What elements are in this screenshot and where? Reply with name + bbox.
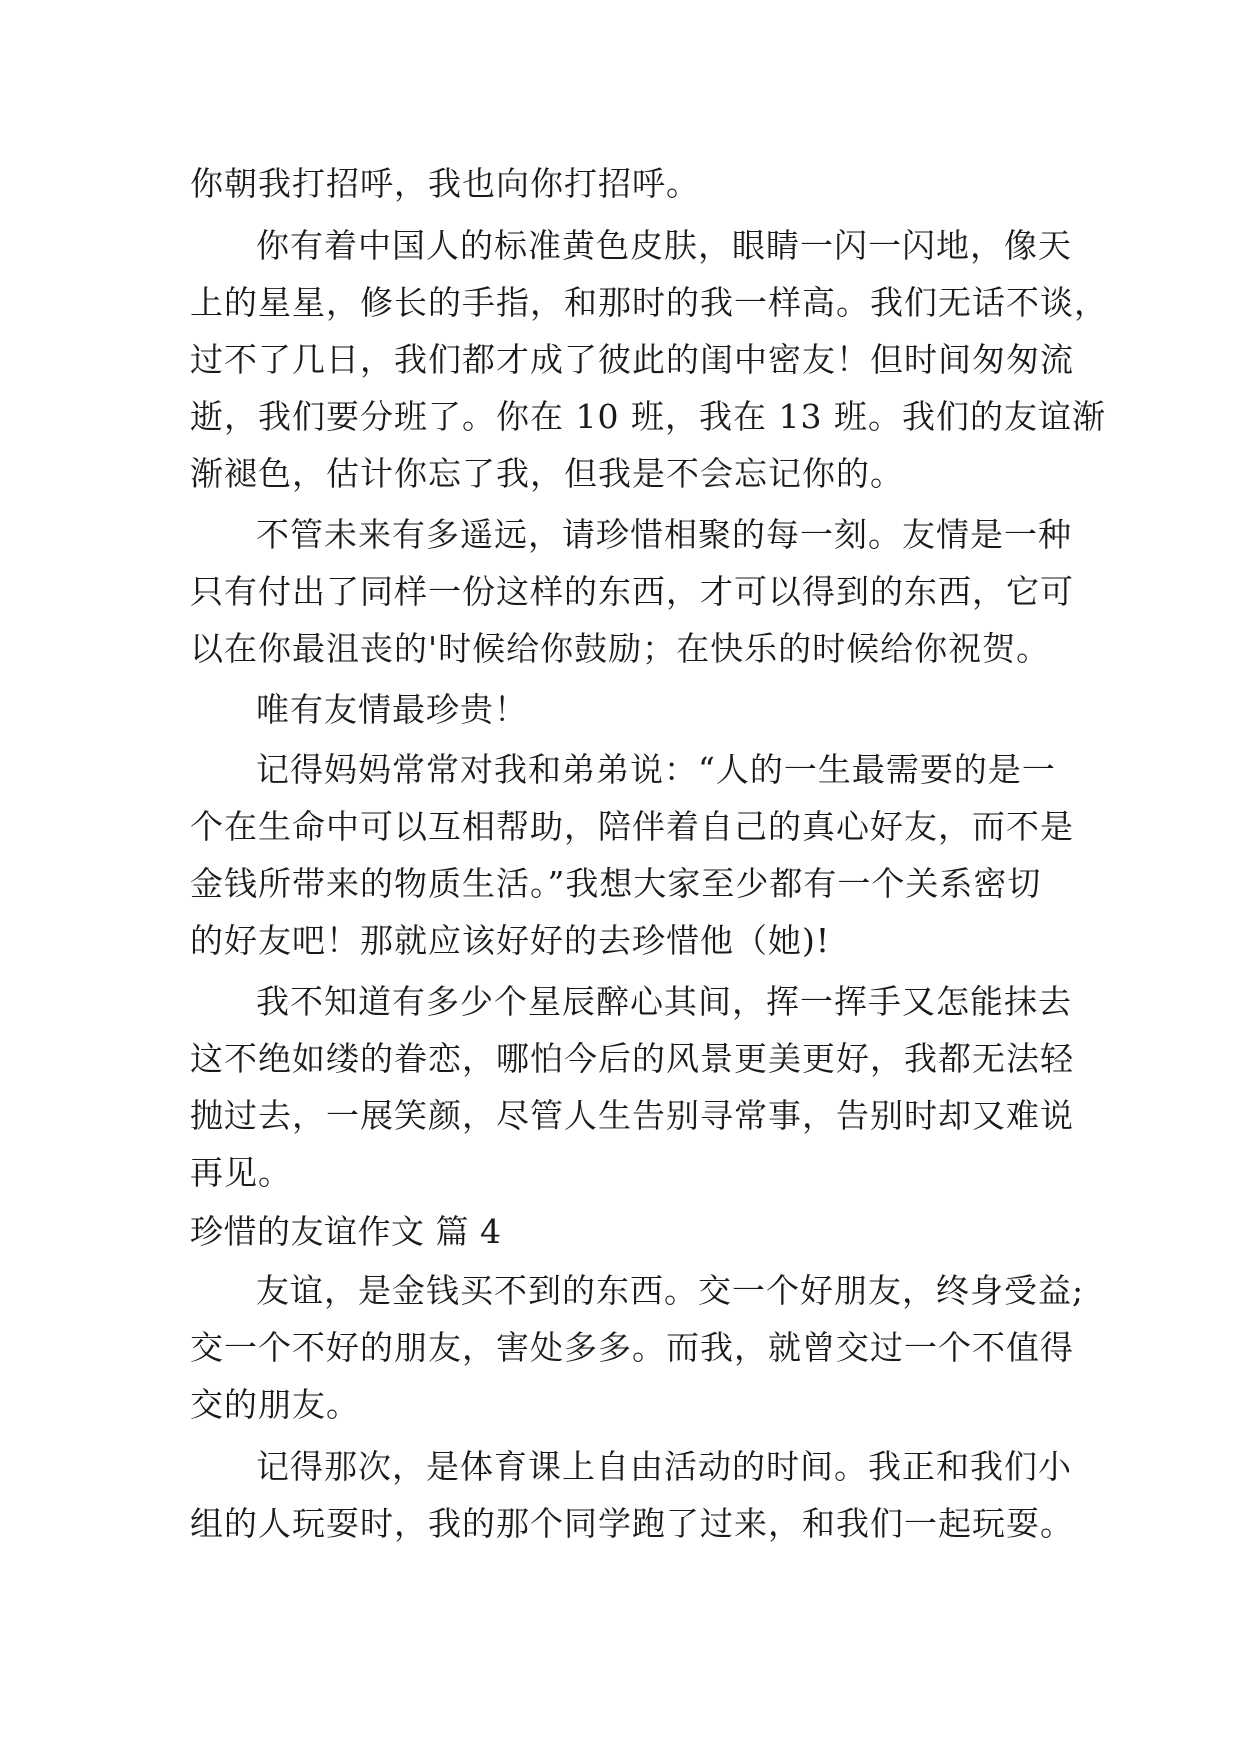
- paragraph-first-line: 记得那次，是体育课上自由活动的时间。我正和我们小: [256, 1447, 1072, 1486]
- text-line: 上的星星，修长的手指，和那时的我一样高。我们无话不谈，: [190, 283, 1108, 322]
- section-heading: 珍惜的友谊作文 篇 4: [190, 1212, 502, 1251]
- paragraph-first-line: 唯有友情最珍贵！: [256, 690, 528, 729]
- text-line: 金钱所带来的物质生活。”我想大家至少都有一个关系密切: [190, 864, 1042, 903]
- text-line: 逝，我们要分班了。你在 10 班，我在 13 班。我们的友谊渐: [190, 397, 1106, 436]
- text-line: 过不了几日，我们都才成了彼此的闺中密友！但时间匆匆流: [190, 340, 1074, 379]
- text-line: 组的人玩耍时，我的那个同学跑了过来，和我们一起玩耍。: [190, 1504, 1074, 1543]
- paragraph-first-line: 你有着中国人的标准黄色皮肤，眼睛一闪一闪地，像天: [256, 226, 1072, 265]
- text-line: 交的朋友。: [190, 1385, 360, 1424]
- text-line: 抛过去，一展笑颜，尽管人生告别寻常事，告别时却又难说: [190, 1096, 1074, 1135]
- paragraph-first-line: 友谊，是金钱买不到的东西。交一个好朋友，终身受益;: [256, 1271, 1085, 1310]
- text-line: 交一个不好的朋友，害处多多。而我，就曾交过一个不值得: [190, 1328, 1074, 1367]
- text-line: 只有付出了同样一份这样的东西，才可以得到的东西，它可: [190, 572, 1074, 611]
- text-line: 个在生命中可以互相帮助，陪伴着自己的真心好友，而不是: [190, 807, 1074, 846]
- text-line: 渐褪色，估计你忘了我，但我是不会忘记你的。: [190, 454, 904, 493]
- text-line: 的好友吧！那就应该好好的去珍惜他（她)!: [190, 921, 831, 960]
- text-line: 你朝我打招呼，我也向你打招呼。: [190, 164, 700, 203]
- text-line: 这不绝如缕的眷恋，哪怕今后的风景更美更好，我都无法轻: [190, 1039, 1074, 1078]
- paragraph-first-line: 记得妈妈常常对我和弟弟说：“人的一生最需要的是一: [256, 750, 1056, 789]
- paragraph-first-line: 不管未来有多遥远，请珍惜相聚的每一刻。友情是一种: [256, 515, 1072, 554]
- paragraph-first-line: 我不知道有多少个星辰醉心其间，挥一挥手又怎能抹去: [256, 982, 1072, 1021]
- text-line: 以在你最沮丧的'时候给你鼓励；在快乐的时候给你祝贺。: [190, 629, 1051, 668]
- text-line: 再见。: [190, 1153, 292, 1192]
